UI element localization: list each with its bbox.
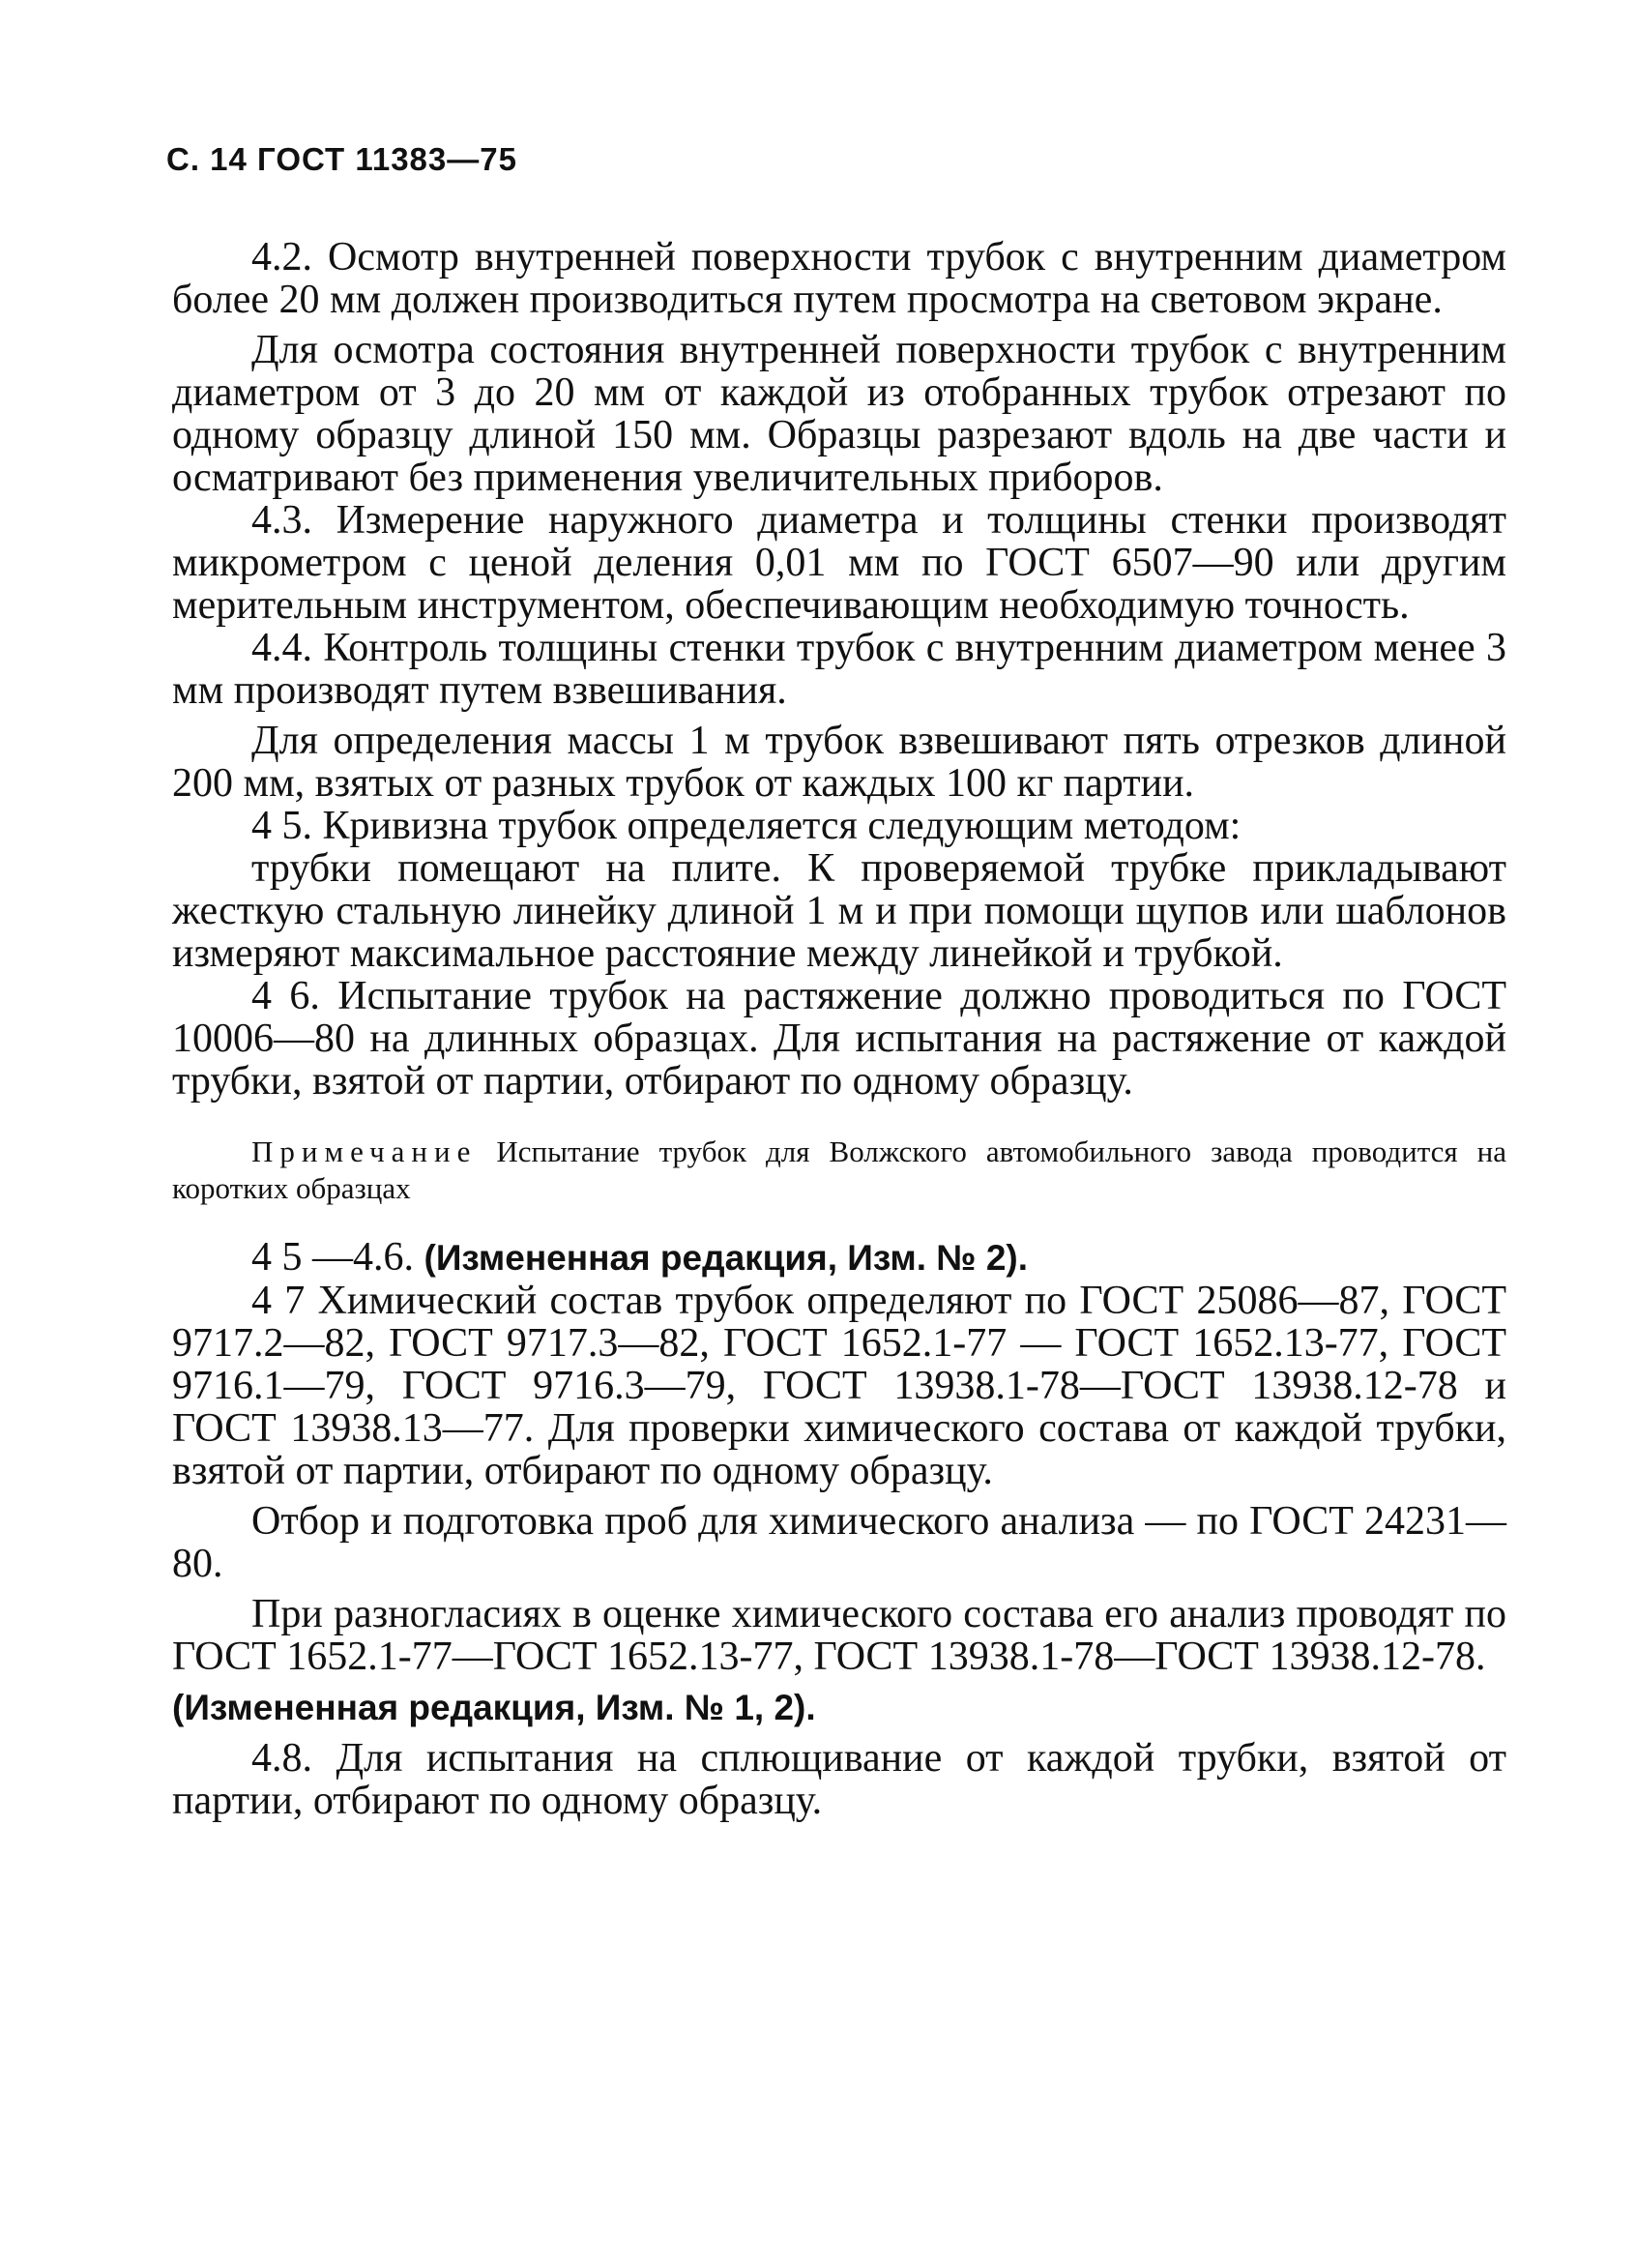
amendment-label-2: (Измененная редакция, Изм. № 1, 2). (172, 1688, 816, 1727)
amendment-4-5-4-6 (172, 1236, 1506, 1280)
paragraph-4-2-cont: Для осмотра состояния внутренней поверхности трубок с внутренним диаметром от 3 до 20 мм от каждой из отобранных трубок отрезают по одному образцу длиной 150 мм. Образцы разрезают вдоль на две части и осматривают без применения увеличительных приборов. (172, 328, 1506, 500)
paragraph-4-2: 4.2. Осмотр внутренней поверхности трубок с внутренним диаметром более 20 мм должен производиться путем просмотра на световом экране. (172, 235, 1506, 322)
amendment-prefix: 4 5 —4.6. (251, 1235, 424, 1280)
paragraph-4-3: 4.3. Измерение наружного диаметра и толщины стенки производят микрометром с ценой деления 0,01 мм по ГОСТ 6507—90 или другим мерительным инструментом, обеспечивающим необходимую точность. (172, 498, 1506, 628)
paragraph-4-8: 4.8. Для испытания на сплющивание от каждой трубки, взятой от партии, отбирают по одному образцу. (172, 1736, 1506, 1823)
paragraph-4-4-cont: Для определения массы 1 м трубок взвешивают пять отрезков длиной 200 мм, взятых от разных трубок от каждых 100 кг партии. (172, 719, 1506, 806)
note-label: Примечание (251, 1134, 478, 1168)
amendment-4-7 (172, 1686, 1506, 1729)
note-text: Испытание трубок для Волжского автомобильного завода проводится на коротких образцах (172, 1134, 1506, 1205)
paragraph-4-7-disagreement: При разногласиях в оценке химического состава его анализ проводят по ГОСТ 1652.1-77—ГОСТ 1652.13-77, ГОСТ 13938.1-78—ГОСТ 13938.12-78. (172, 1592, 1506, 1679)
paragraph-4-6: 4 6. Испытание трубок на растяжение должно проводиться по ГОСТ 10006—80 на длинных образцах. Для испытания на растяжение от каждой трубки, взятой от партии, отбирают по одному образцу. (172, 974, 1506, 1104)
paragraph-4-4: 4.4. Контроль толщины стенки трубок с внутренним диаметром менее 3 мм производят путем взвешивания. (172, 626, 1506, 713)
paragraph-4-5: 4 5. Кривизна трубок определяется следующим методом: (251, 804, 1242, 848)
paragraph-4-7-sampling: Отбор и подготовка проб для химического анализа — по ГОСТ 24231—80. (172, 1499, 1506, 1586)
amendment-label: (Измененная редакция, Изм. № 2). (424, 1238, 1029, 1278)
paragraph-4-5-cont: трубки помещают на плите. К проверяемой трубке прикладывают жесткую стальную линейку длиной 1 м и при помощи щупов или шаблонов измеряют максимальное расстояние между линейкой и трубкой. (172, 846, 1506, 976)
note-block (172, 1134, 1506, 1207)
page-header: С. 14 ГОСТ 11383—75 (166, 141, 517, 177)
document-body (172, 236, 1506, 1822)
paragraph-4-7: 4 7 Химический состав трубок определяют по ГОСТ 25086—87, ГОСТ 9717.2—82, ГОСТ 9717.3—82, ГОСТ 1652.1-77 — ГОСТ 1652.13-77, ГОСТ 9716.1—79, ГОСТ 9716.3—79, ГОСТ 13938.1-78—ГОСТ 13938.12-78 и ГОСТ 13938.13—77. Для проверки химического состава от каждой трубки, взятой от партии, отбирают по одному образцу. (172, 1279, 1506, 1493)
